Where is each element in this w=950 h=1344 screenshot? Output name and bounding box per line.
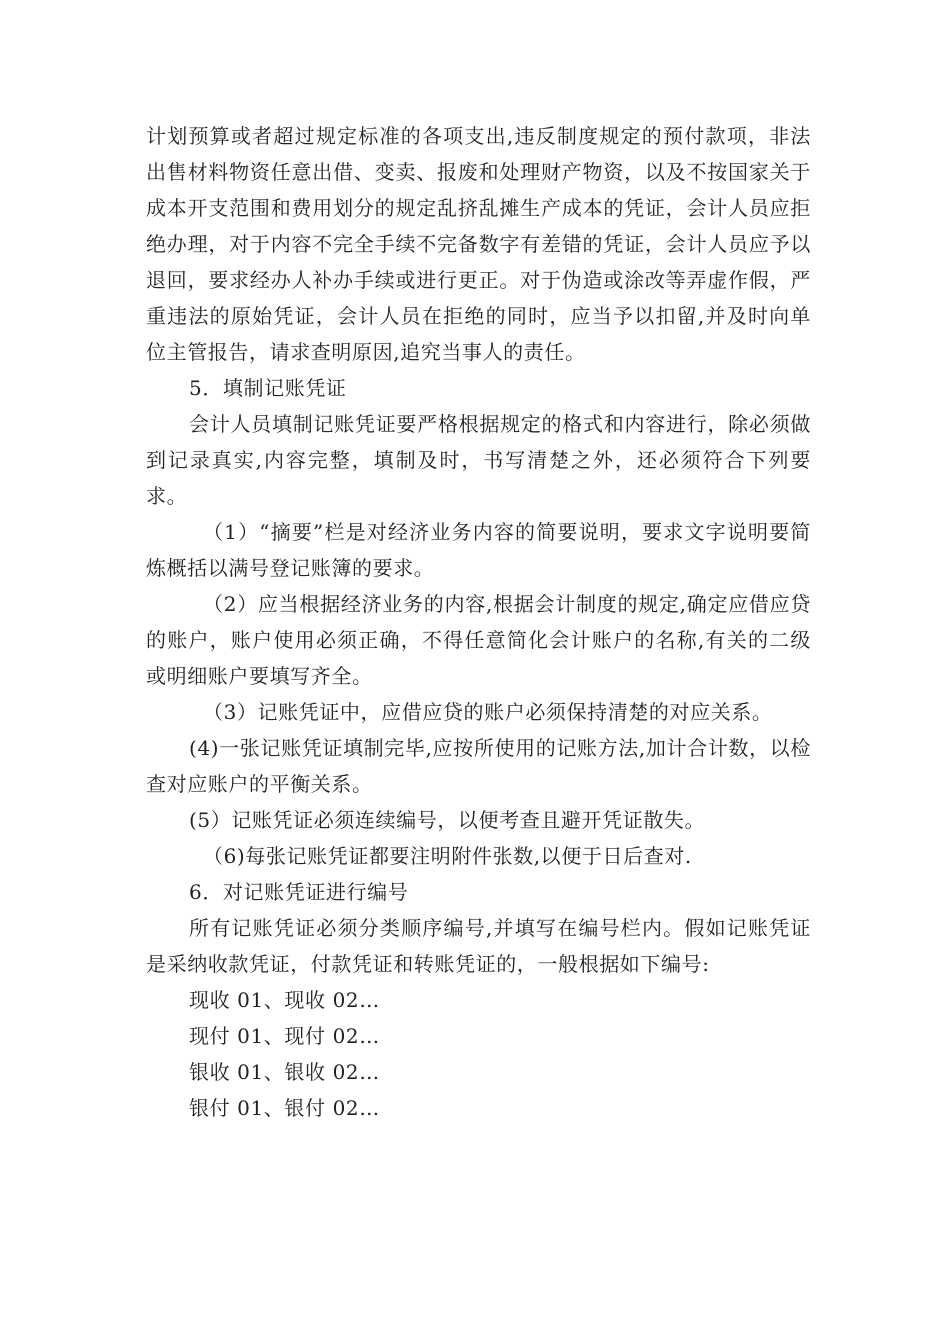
numbering-example-cash-receipt: 现收 01、现收 02… [189, 988, 380, 1012]
document-body [146, 118, 811, 1126]
numbering-example-bank-payment: 银付 01、银付 02… [189, 1096, 380, 1120]
requirement-item-2: （2）应当根据经济业务的内容,根据会计制度的规定,确定应借应贷的账户，账户使用必须正确，不得任意简化会计账户的名称,有关的二级或明细账户要填写齐全。 [146, 592, 811, 688]
section-heading-5: 5．填制记账凭证 [189, 376, 347, 400]
section-heading-6: 6．对记账凭证进行编号 [189, 880, 409, 904]
requirement-item-4: (4)一张记账凭证填制完毕,应按所使用的记账方法,加计合计数，以检查对应账户的平衡关系。 [146, 736, 811, 796]
requirement-item-5: (5）记账凭证必须连续编号，以便考查且避开凭证散失。 [189, 808, 706, 832]
requirement-item-3: （3）记账凭证中，应借应贷的账户必须保持清楚的对应关系。 [203, 700, 773, 724]
numbering-example-cash-payment: 现付 01、现付 02… [189, 1024, 380, 1048]
paragraph-fill-voucher-intro: 会计人员填制记账凭证要严格根据规定的格式和内容进行，除必须做到记录真实,内容完整，填制及时，书写清楚之外，还必须符合下列要求。 [146, 412, 811, 508]
paragraph-numbering-intro: 所有记账凭证必须分类顺序编号,并填写在编号栏内。假如记账凭证是采纳收款凭证，付款凭证和转账凭证的，一般根据如下编号: [146, 916, 811, 976]
paragraph-rejection-rules: 计划预算或者超过规定标准的各项支出,违反制度规定的预付款项，非法出售材料物资任意出借、变卖、报废和处理财产物资，以及不按国家关于成本开支范围和费用划分的规定乱挤乱摊生产成本的凭证，会计人员应拒绝办理，对于内容不完全手续不完备数字有差错的凭证，会计人员应予以退回，要求经办人补办手续或进行更正。对于伪造或涂改等弄虚作假，严重违法的原始凭证，会计人员在拒绝的同时，应当予以扣留,并及时向单位主管报告，请求查明原因,追究当事人的责任。 [146, 124, 811, 364]
requirement-item-6: （6)每张记账凭证都要注明附件张数,以便于日后查对. [203, 844, 692, 868]
numbering-example-bank-receipt: 银收 01、银收 02… [189, 1060, 380, 1084]
requirement-item-1: （1）“摘要”栏是对经济业务内容的简要说明，要求文字说明要简炼概括以满号登记账簿的要求。 [146, 520, 811, 580]
